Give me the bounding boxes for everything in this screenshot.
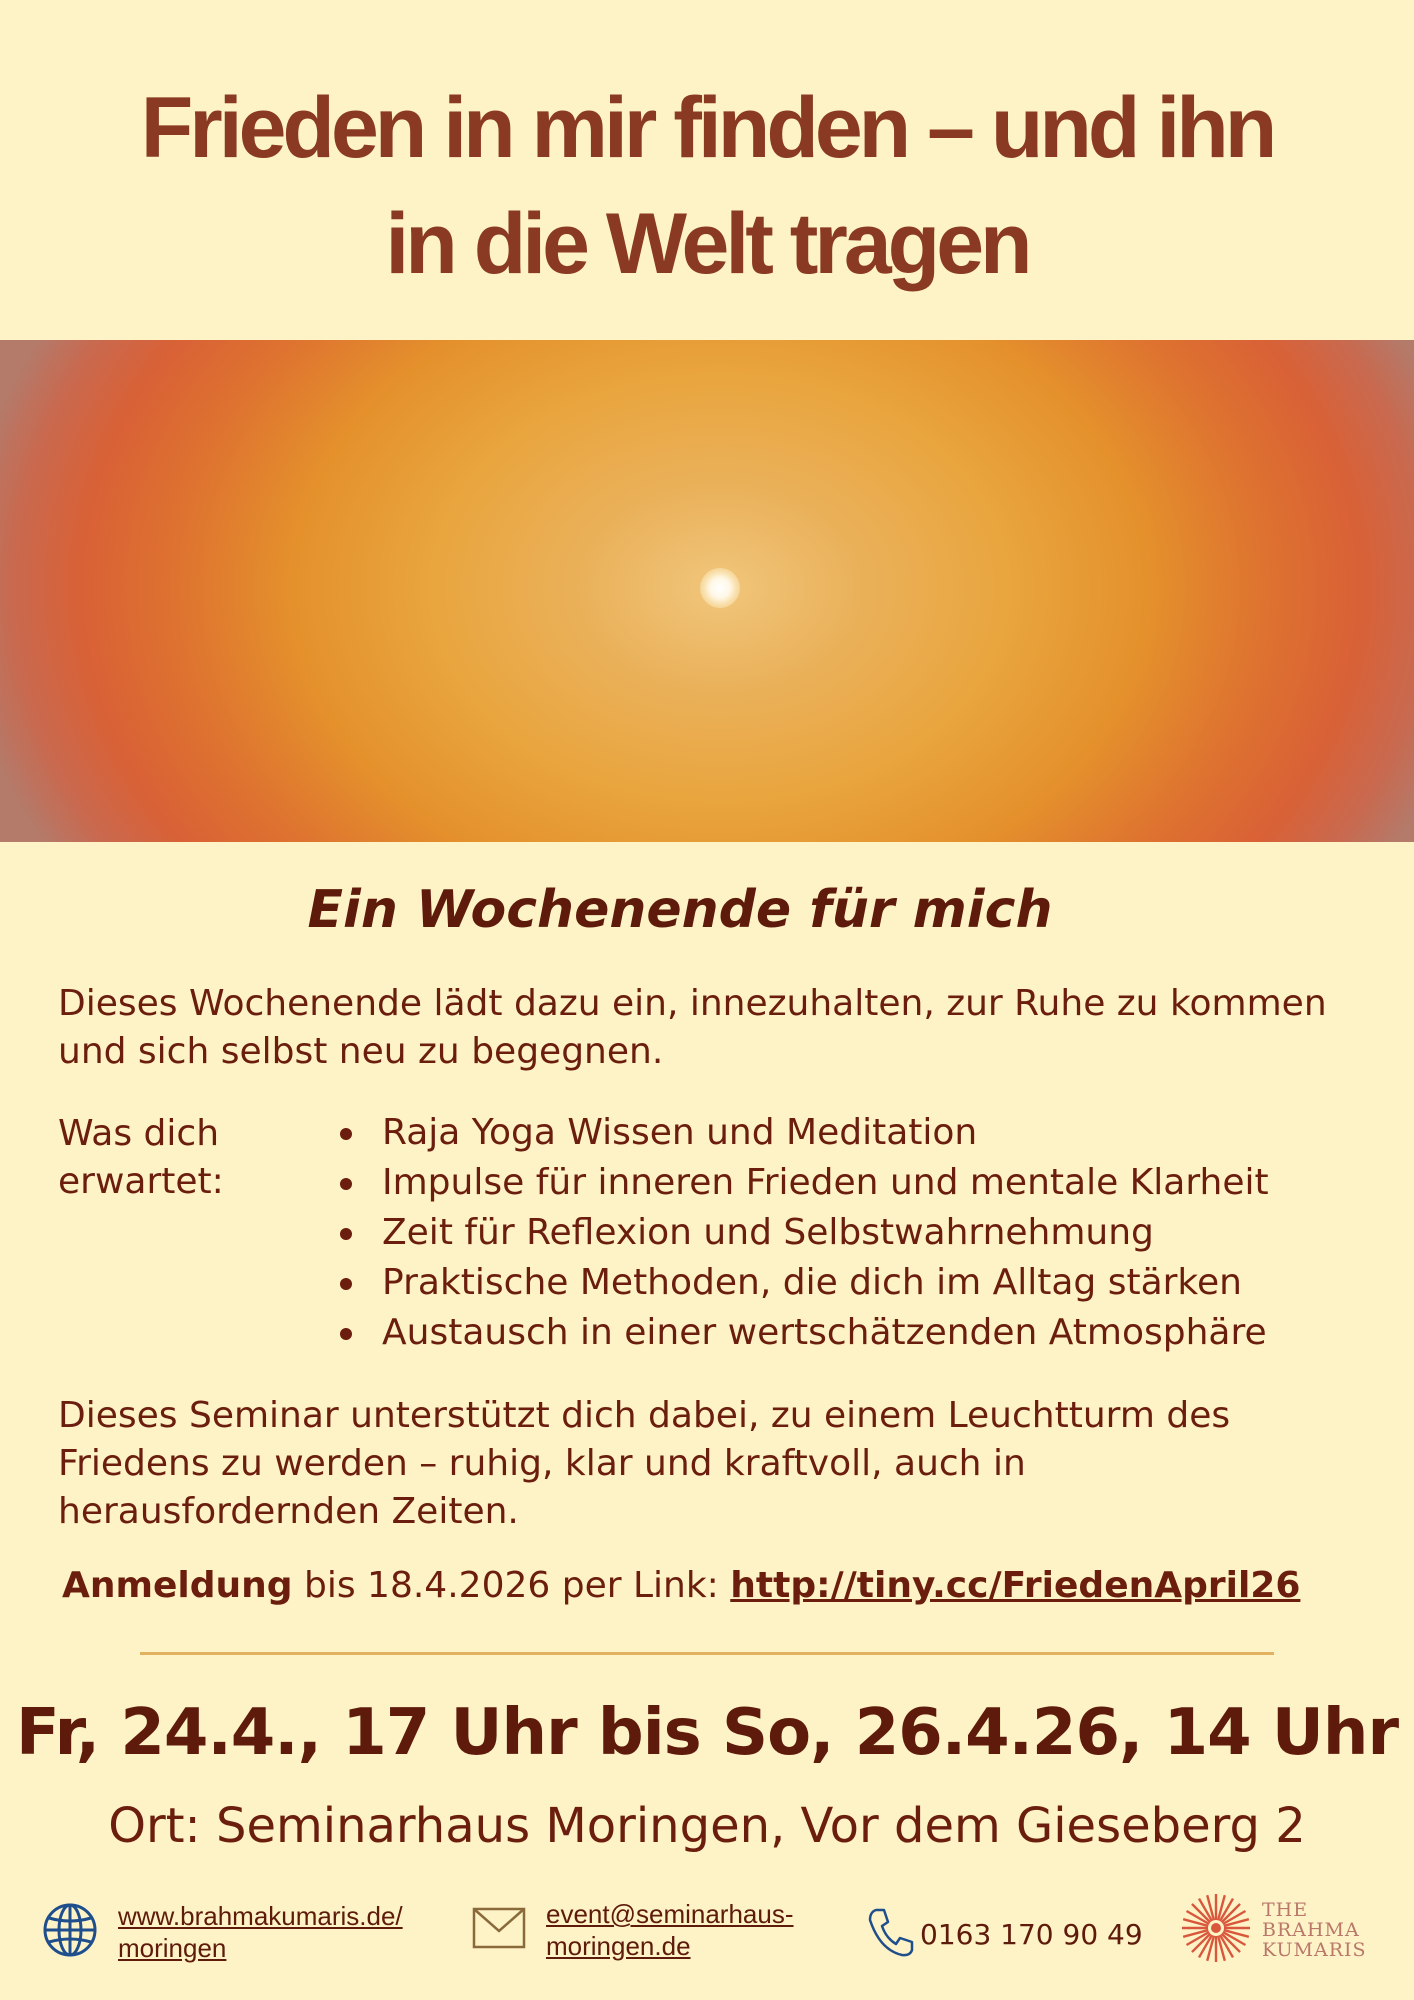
footer-website[interactable] bbox=[42, 1900, 403, 1964]
title-line-2: in die Welt tragen bbox=[385, 196, 1029, 292]
subtitle: Ein Wochenende für mich bbox=[307, 880, 1053, 940]
website-line-2: moringen bbox=[118, 1933, 227, 1963]
list-item: Zeit für Reflexion und Selbstwahrnehmung bbox=[336, 1208, 1396, 1258]
event-place: Ort: Seminarhaus Moringen, Vor dem Gieseberg 2 bbox=[108, 1798, 1306, 1854]
support-text: Dieses Seminar unterstützt dich dabei, zu einem Leuchtturm des Friedens zu werden – ruhig, klar und kraftvoll, auch in herausfordernden Zeiten. bbox=[58, 1395, 1231, 1532]
event-dates: Fr, 24.4., 17 Uhr bis So, 26.4.26, 14 Uhr bbox=[16, 1696, 1398, 1770]
title-line-1: Frieden in mir finden – und ihn bbox=[140, 80, 1274, 176]
page-title bbox=[40, 70, 1374, 302]
expect-label-line-1: Was dich bbox=[58, 1113, 220, 1154]
list-item: Raja Yoga Wissen und Meditation bbox=[336, 1108, 1396, 1158]
intro-text: Dieses Wochenende lädt dazu ein, innezuhalten, zur Ruhe zu kommen und sich selbst neu zu begegnen. bbox=[58, 983, 1327, 1072]
registration-label: Anmeldung bbox=[62, 1565, 293, 1606]
list-item: Impulse für inneren Frieden und mentale Klarheit bbox=[336, 1158, 1396, 1208]
footer-email[interactable] bbox=[472, 1898, 794, 1962]
brand-logo bbox=[1178, 1890, 1367, 1970]
email-line-2: moringen.de bbox=[546, 1931, 691, 1961]
list-item: Austausch in einer wertschätzenden Atmosphäre bbox=[336, 1308, 1396, 1358]
globe-icon bbox=[42, 1902, 98, 1962]
website-line-1: www.brahmakumaris.de/ bbox=[118, 1901, 403, 1931]
website-link[interactable] bbox=[118, 1900, 403, 1964]
hero-glow-image bbox=[0, 340, 1414, 842]
expect-label bbox=[58, 1110, 318, 1206]
logo-center bbox=[1211, 1923, 1221, 1933]
brand-line-3: KUMARIS bbox=[1262, 1939, 1367, 1961]
email-line-1: event@seminarhaus- bbox=[546, 1899, 794, 1929]
phone-number[interactable]: 0163 170 90 49 bbox=[920, 1917, 1143, 1951]
divider bbox=[140, 1652, 1274, 1655]
footer-phone[interactable] bbox=[866, 1906, 1143, 1962]
brand-name bbox=[1262, 1900, 1367, 1960]
phone-icon bbox=[866, 1906, 914, 1962]
hero-light-point bbox=[700, 568, 740, 608]
brahma-kumaris-logo bbox=[1178, 1890, 1254, 1970]
registration-line bbox=[62, 1562, 1362, 1610]
expect-list bbox=[336, 1108, 1396, 1358]
brand-line-2: BRAHMA bbox=[1262, 1919, 1360, 1941]
registration-link[interactable]: http://tiny.cc/FriedenApril26 bbox=[730, 1565, 1301, 1606]
email-link[interactable] bbox=[546, 1898, 794, 1962]
registration-text: bis 18.4.2026 per Link: bbox=[292, 1565, 731, 1606]
mail-icon bbox=[472, 1907, 526, 1953]
brand-line-1: THE bbox=[1262, 1899, 1309, 1921]
list-item: Praktische Methoden, die dich im Alltag stärken bbox=[336, 1258, 1396, 1308]
expect-label-line-2: erwartet: bbox=[58, 1161, 224, 1202]
